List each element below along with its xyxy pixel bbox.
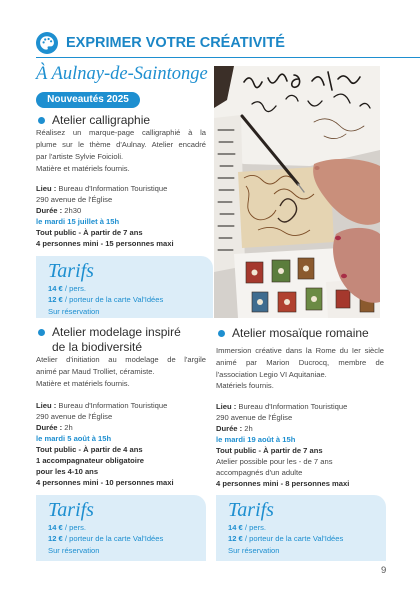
section-title: EXPRIMER VOTRE CRÉATIVITÉ: [66, 35, 285, 51]
condition-line: Tout public - À partir de 7 ans: [36, 227, 143, 237]
address-line: 290 avenue de l'Église: [36, 194, 113, 204]
address-line: 290 avenue de l'Église: [36, 411, 113, 421]
booking-note: Sur réservation: [48, 306, 100, 316]
workshop-title-calligraphie: [52, 112, 150, 128]
description-line: animé par Maud Trolliet, céramiste.: [36, 367, 155, 376]
description-line: Réalisez un marque-page calligraphié à la: [36, 128, 206, 137]
session-date: le mardi 19 août à 15h: [216, 434, 296, 444]
description-line: animé par Marion Ducrocq, membre de: [216, 357, 384, 367]
place-value: Bureau d'Information Touristique: [58, 400, 168, 410]
rate-line: [48, 533, 163, 545]
place-label: Lieu :: [216, 401, 237, 411]
description-line: Immersion créative dans la Rome du Ier siècle: [216, 346, 384, 356]
duration-line: [36, 422, 174, 433]
workshop-title-modelage: [52, 325, 181, 355]
duration-line: [36, 205, 174, 216]
workshop-description: [36, 354, 206, 390]
condition-line: 4 personnes mini - 15 personnes maxi: [36, 238, 174, 248]
duration-label: Durée :: [36, 205, 63, 215]
duration-label: Durée :: [216, 423, 243, 433]
new-badge: Nouveautés 2025: [36, 92, 140, 108]
description-line: Atelier d'initiation au modelage de l'argile: [36, 355, 206, 364]
pricing-rates: [48, 283, 163, 317]
place-label: Lieu :: [36, 400, 57, 410]
workshop-description: [36, 127, 206, 175]
workshop-details: [36, 400, 174, 489]
pricing-heading: Tarifs: [48, 260, 94, 282]
rate-amount: 12 €: [48, 534, 63, 543]
session-date: le mardi 5 août à 15h: [36, 433, 112, 443]
workshop-title-line: de la biodiversité: [52, 340, 143, 354]
description-line: plume sur le thème d'Aulnay. Atelier encadré: [36, 140, 206, 149]
place-line: [36, 183, 174, 194]
booking-note: Sur réservation: [48, 545, 100, 555]
location-title: À Aulnay-de-Saintonge: [36, 64, 208, 84]
description-line: Matière et matériels fournis.: [36, 379, 130, 388]
description-line: par l'artiste Sylvie Foicioli.: [36, 152, 124, 161]
pricing-box: [36, 495, 206, 561]
rate-amount: 14 €: [48, 522, 63, 532]
rate-line: [48, 294, 163, 305]
header-divider: [36, 57, 420, 58]
rate-amount: 12 €: [48, 295, 63, 305]
place-line: [36, 400, 174, 411]
rate-label: / porteur de la carte Val'Idées: [64, 534, 164, 543]
duration-label: Durée :: [36, 422, 63, 432]
duration-value: 2h: [244, 423, 253, 433]
booking-note: Sur réservation: [228, 545, 280, 555]
condition-line: 4 personnes mini - 8 personnes maxi: [216, 478, 350, 488]
duration-line: [216, 423, 349, 434]
description-line: Matière et matériels fournis.: [36, 164, 130, 173]
condition-line: 4 personnes mini - 10 personnes maxi: [36, 478, 174, 488]
rate-line: [228, 533, 343, 545]
bullet-icon: [38, 117, 45, 124]
address-line: 290 avenue de l'Église: [216, 412, 293, 422]
pricing-heading: Tarifs: [228, 499, 274, 521]
workshop-title-line: Atelier modelage inspiré: [52, 325, 181, 339]
rate-line: [228, 522, 343, 534]
pricing-rates: [48, 522, 163, 557]
pricing-heading: Tarifs: [48, 499, 94, 521]
pricing-rates: [228, 522, 343, 557]
condition-line: accompagnés d'un adulte: [216, 467, 303, 477]
rate-line: [48, 522, 163, 534]
description-line: l'association Legio VI Aquitaniae.: [216, 369, 327, 379]
workshop-description: [216, 345, 384, 392]
place-label: Lieu :: [36, 183, 57, 193]
condition-line: Tout public - À partir de 4 ans: [36, 444, 143, 454]
session-date: le mardi 15 juillet à 15h: [36, 216, 120, 226]
rate-label: / porteur de la carte Val'Idées: [244, 534, 344, 543]
rate-label: / pers.: [244, 522, 267, 532]
bullet-icon: [38, 329, 45, 336]
place-value: Bureau d'Information Touristique: [238, 401, 348, 411]
workshop-title-line: Atelier mosaïque romaine: [232, 326, 369, 340]
page-number: 9: [381, 565, 387, 576]
rate-line: [48, 283, 163, 294]
rate-label: / pers.: [64, 522, 87, 532]
condition-line: pour les 4-10 ans: [36, 467, 99, 477]
condition-line: 1 accompagnateur obligatoire: [36, 455, 145, 465]
duration-value: 2h30: [64, 205, 82, 215]
condition-line: Tout public - À partir de 7 ans: [216, 445, 323, 455]
condition-line: Atelier possible pour les - de 7 ans: [216, 456, 333, 466]
palette-icon-graphic: [36, 32, 58, 54]
description-line: Matériels fournis.: [216, 381, 274, 391]
rate-label: / pers.: [64, 284, 87, 293]
workshop-title-mosaique: [232, 326, 369, 340]
calligraphy-workshop-photo: [214, 66, 380, 318]
rate-amount: 12 €: [228, 534, 243, 543]
bullet-icon: [218, 330, 225, 337]
workshop-details: [36, 183, 174, 249]
rate-amount: 14 €: [228, 522, 243, 532]
duration-value: 2h: [64, 422, 73, 432]
palette-icon: [36, 32, 58, 54]
workshop-title-line: Atelier calligraphie: [52, 113, 151, 127]
rate-amount: 14 €: [48, 284, 63, 293]
place-line: [216, 401, 349, 412]
workshop-details: [216, 401, 349, 489]
pricing-box: [36, 256, 213, 318]
rate-label: / porteur de la carte Val'Idées: [64, 295, 164, 305]
place-value: Bureau d'Information Touristique: [58, 183, 168, 193]
pricing-box: [216, 495, 386, 561]
